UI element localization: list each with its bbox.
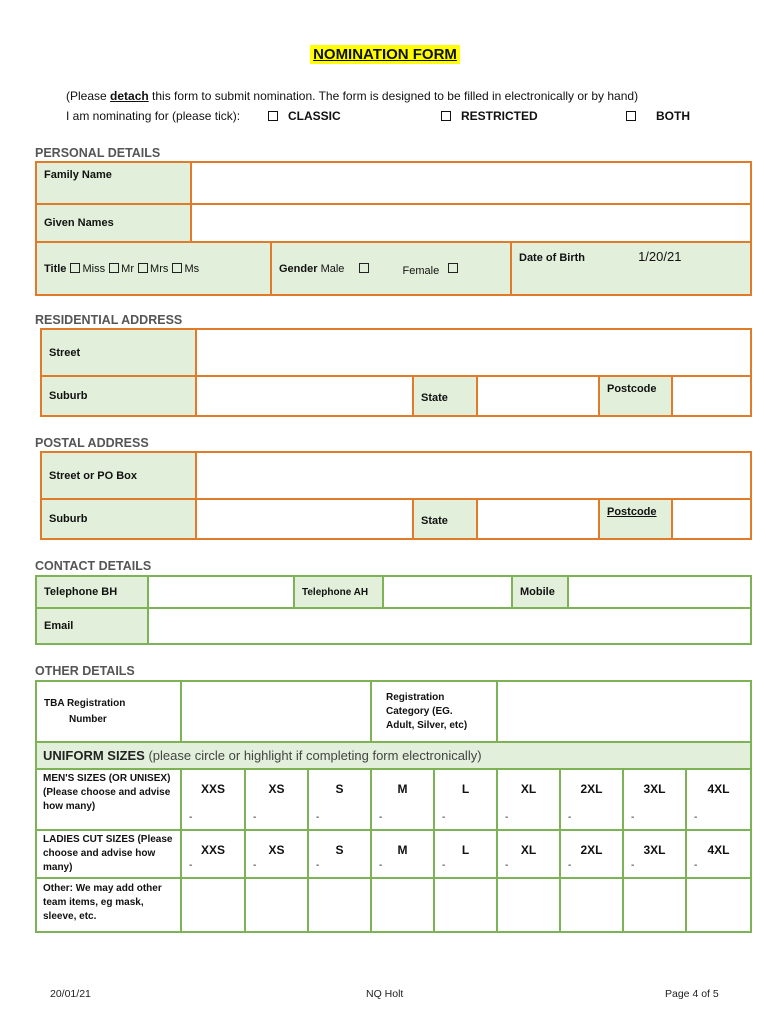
mens-size-xxs[interactable] [181,769,245,830]
postal-state-label: State [413,499,477,539]
res-street-label: Street [41,329,196,376]
form-title-wrap [0,45,770,64]
title-ms-checkbox[interactable] [172,263,182,273]
uniform-sizes-note: (please circle or highlight if completing form electronically) [144,748,482,763]
ladies-size-m[interactable] [371,830,434,878]
title-mrs-label: Mrs [150,262,169,275]
mens-quantity-dash: - [253,812,257,823]
ladies-size-label: M [397,843,408,857]
title-mr-checkbox[interactable] [109,263,119,273]
mens-size-label: L [461,782,470,796]
other-item-cell[interactable] [686,878,751,932]
contact-details-table [35,575,752,645]
mens-quantity-dash: - [442,812,446,823]
mens-size-xs[interactable] [245,769,308,830]
uniform-sizes-title: UNIFORM SIZES [43,748,145,763]
dob-label: Date of Birth [519,252,585,264]
res-state-field[interactable] [477,376,599,416]
res-street-field[interactable] [196,329,751,376]
footer-author: NQ Holt [366,988,404,1000]
nominating-row [66,109,706,123]
mens-size-2xl[interactable] [560,769,623,830]
ladies-size-label: 3XL [643,843,666,857]
ladies-size-xs[interactable] [245,830,308,878]
ladies-size-xl[interactable] [497,830,560,878]
mens-quantity-dash: - [316,812,320,823]
other-item-cell[interactable] [497,878,560,932]
mens-size-label: M [397,782,408,796]
mens-size-label: XXS [200,782,225,796]
mens-size-label: XS [268,782,285,796]
mens-quantity-dash: - [694,812,698,823]
residential-address-heading: RESIDENTIAL ADDRESS [35,313,183,327]
ladies-quantity-dash: - [442,860,446,871]
mens-size-label: XL [520,782,537,796]
option-both-label: BOTH [656,109,690,123]
tba-line1: TBA Registration [44,697,126,709]
gender-male-label: Male [320,262,345,275]
ladies-size-label: XXS [200,843,225,857]
ladies-size-label: 2XL [580,843,603,857]
nominating-label: I am nominating for (please tick): [66,109,241,123]
given-names-label: Given Names [36,204,191,242]
intro-suffix: this form to submit nomination. The form is designed to be filled in electronically or by hand) [148,89,639,103]
mens-size-3xl[interactable] [623,769,686,830]
mens-size-label: S [335,782,344,796]
ladies-size-xxs[interactable] [181,830,245,878]
tba-registration-label [36,681,181,742]
contact-details-heading: CONTACT DETAILS [35,559,152,573]
option-restricted-label: RESTRICTED [461,109,538,123]
restricted-checkbox[interactable] [441,111,451,121]
residential-address-table [40,328,752,417]
intro-text [66,89,638,103]
ladies-size-l[interactable] [434,830,497,878]
ladies-size-label: S [335,843,344,857]
tba-line2: Number [69,713,107,725]
mens-size-l[interactable] [434,769,497,830]
postal-state-field[interactable] [477,499,599,539]
ladies-size-label: XS [268,843,285,857]
uniform-sizes-header [36,742,751,769]
tel-ah-label: Telephone AH [294,576,383,608]
other-details-table [35,680,752,933]
ladies-size-4xl[interactable] [686,830,751,878]
other-item-cell[interactable] [623,878,686,932]
mens-size-xl[interactable] [497,769,560,830]
mens-quantity-dash: - [568,812,572,823]
gender-female-checkbox[interactable] [448,263,458,273]
other-item-cell[interactable] [245,878,308,932]
postal-street-field[interactable] [196,452,751,499]
gender-label: Gender [279,262,318,275]
footer-page: Page 4 of 5 [665,988,719,1000]
form-title: NOMINATION FORM [310,45,460,64]
res-suburb-field[interactable] [196,376,413,416]
title-miss-label: Miss [82,262,106,275]
intro-emphasis: detach [110,89,149,103]
postal-suburb-label: Suburb [41,499,196,539]
postal-street-label: Street or PO Box [41,452,196,499]
classic-checkbox[interactable] [268,111,278,121]
res-postcode-label: Postcode [599,376,672,416]
title-miss-checkbox[interactable] [70,263,80,273]
ladies-sizes-label: LADIES CUT SIZES (Please choose and advise how many) [36,830,181,878]
mobile-field[interactable] [568,576,751,608]
ladies-size-label: 4XL [707,843,730,857]
postal-suburb-field[interactable] [196,499,413,539]
postal-postcode-label [599,499,672,539]
ladies-quantity-dash: - [189,860,193,871]
gender-cell [271,242,511,295]
postal-postcode-field[interactable] [672,499,751,539]
other-items-label: Other: We may add other team items, eg mask, sleeve, etc. [36,878,181,932]
option-both[interactable] [626,109,690,123]
mobile-label: Mobile [512,576,568,608]
ladies-quantity-dash: - [568,860,572,871]
ladies-size-2xl[interactable] [560,830,623,878]
mens-quantity-dash: - [631,812,635,823]
email-label: Email [36,608,148,644]
given-names-field[interactable] [191,204,751,242]
other-item-cell[interactable] [181,878,245,932]
mens-size-label: 4XL [707,782,730,796]
title-label: Title [44,262,67,275]
intro-prefix: (Please [66,89,111,103]
ladies-size-label: XL [520,843,537,857]
ladies-quantity-dash: - [379,860,383,871]
postal-address-table [40,451,752,540]
option-restricted[interactable] [441,109,538,123]
res-postcode-field[interactable] [672,376,751,416]
ladies-size-3xl[interactable] [623,830,686,878]
other-item-cell[interactable] [371,878,434,932]
ladies-quantity-dash: - [694,860,698,871]
gender-male-checkbox[interactable] [359,263,369,273]
family-name-field[interactable] [191,162,751,204]
footer-date: 20/01/21 [50,988,91,1000]
mens-size-4xl[interactable] [686,769,751,830]
ladies-quantity-dash: - [316,860,320,871]
mens-size-s[interactable] [308,769,371,830]
mens-quantity-dash: - [189,812,193,823]
tba-registration-field[interactable] [181,681,371,742]
ladies-quantity-dash: - [253,860,257,871]
mens-size-label: 2XL [580,782,603,796]
other-item-cell[interactable] [560,878,623,932]
tel-bh-label: Telephone BH [36,576,148,608]
res-suburb-label: Suburb [41,376,196,416]
title-mrs-checkbox[interactable] [138,263,148,273]
ladies-quantity-dash: - [631,860,635,871]
mens-quantity-dash: - [505,812,509,823]
dob-value[interactable]: 1/20/21 [638,249,682,264]
tel-ah-field[interactable] [383,576,512,608]
gender-female-label: Female [402,264,440,277]
res-state-label: State [413,376,477,416]
postal-postcode-text: Postcode [607,506,657,518]
ladies-size-s[interactable] [308,830,371,878]
ladies-quantity-dash: - [505,860,509,871]
option-classic[interactable] [268,109,341,123]
both-checkbox[interactable] [626,111,636,121]
registration-category-label: Registration Category (EG. Adult, Silver, etc) [371,681,497,742]
registration-category-field[interactable] [497,681,751,742]
personal-details-table [35,161,752,296]
title-cell [36,242,271,295]
postal-address-heading: POSTAL ADDRESS [35,436,149,450]
tel-bh-field[interactable] [148,576,294,608]
mens-quantity-dash: - [379,812,383,823]
personal-details-heading: PERSONAL DETAILS [35,146,161,160]
other-item-cell[interactable] [308,878,371,932]
title-mr-label: Mr [121,262,134,275]
family-name-label: Family Name [36,162,191,204]
option-classic-label: CLASSIC [288,109,341,123]
other-item-cell[interactable] [434,878,497,932]
mens-size-m[interactable] [371,769,434,830]
dob-cell [511,242,751,295]
other-details-heading: OTHER DETAILS [35,664,135,678]
title-ms-label: Ms [184,262,200,275]
email-field[interactable] [148,608,751,644]
mens-size-label: 3XL [643,782,666,796]
mens-sizes-label: MEN'S SIZES (OR UNISEX) (Please choose and advise how many) [36,769,181,830]
ladies-size-label: L [461,843,470,857]
